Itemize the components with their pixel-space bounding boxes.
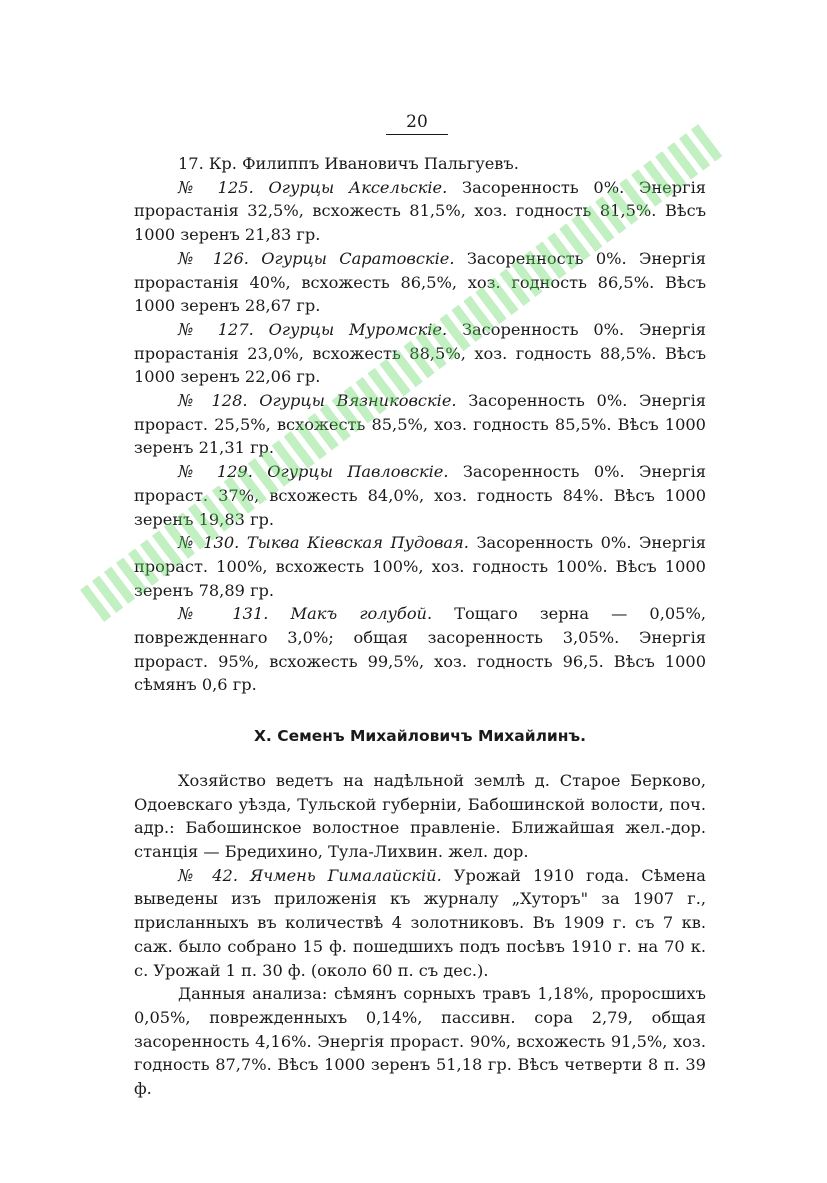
entry-number: № 128. — [178, 391, 248, 411]
entry-number: № 130. — [178, 533, 240, 553]
entry-42 — [134, 864, 706, 983]
entry-name: Огурцы Вязниковскіе. — [259, 391, 457, 411]
section-intro: Хозяйство ведетъ на надѣльной землѣ д. Старое Берково, Одоевскаго уѣзда, Тульской губерніи, Бабошинской волости, поч. адр.: Бабошинское волостное правленіе. Ближайшая жел.-дор. станція — Бредихино, Тула-Лихвин. жел. дор. — [134, 770, 706, 861]
entry-125 — [134, 176, 706, 247]
section-heading: X. Семенъ Михайловичъ Михайлинъ. — [253, 727, 587, 746]
entry-126 — [134, 247, 706, 318]
entry-number: № 131. — [178, 604, 269, 624]
entry-name: Макъ голубой. — [290, 604, 433, 624]
entry-text: Засоренность 0%. Энергія прорастанія 23,0%, всхожесть 88,5%, хоз. годность 88,5%. Вѣсъ 1000 зеренъ 22,06 гр. — [134, 319, 706, 387]
entry-127 — [134, 318, 706, 389]
entry-number: № 129. — [178, 462, 253, 482]
entry-name: Огурцы Саратовскіе. — [261, 248, 455, 268]
entry-name: Огурцы Муромскіе. — [268, 319, 448, 339]
entry-text: Засоренность 0%. Энергія прораст. 37%, всхожесть 84,0%, хоз. годность 84%. Вѣсъ 1000 зеренъ 19,83 гр. — [134, 462, 706, 529]
page-body — [134, 152, 706, 1101]
entry-text: Засоренность 0%. Энергія прорастанія 32,5%, всхожесть 81,5%, хоз. годность 81,5%. Вѣсъ 1000 зеренъ 21,83 гр. — [134, 177, 706, 245]
entry-name: Огурцы Павловскіе. — [267, 462, 449, 482]
entry-name: Ячмень Гималайскій. — [250, 865, 442, 885]
entry-name: Тыква Кіевская Пудовая. — [246, 533, 469, 553]
analysis-paragraph: Данныя анализа: сѣмянъ сорныхъ травъ 1,18%, проросшихъ 0,05%, поврежденныхъ 0,14%, пассивн. сора 2,79, общая засоренность 4,16%. Энергія прораст. 90%, всхожесть 91,5%, хоз. годность 87,7%. Вѣсъ 1000 зеренъ 51,18 гр. Вѣсъ четверти 8 п. 39 ф. — [134, 984, 706, 1099]
entry-131 — [134, 602, 706, 697]
entry-130 — [134, 531, 706, 602]
entry-number: № 126. — [178, 248, 249, 268]
entry-number: № 125. — [178, 177, 254, 197]
entry-text: Засоренность 0%. Энергія прораст. 25,5%, всхожесть 85,5%, хоз. годность 85,5%. Вѣсъ 1000 зеренъ 21,31 гр. — [134, 391, 706, 458]
entry-128 — [134, 389, 706, 460]
entry-text: Засоренность 0%. Энергія прораст. 100%, всхожесть 100%, хоз. годность 100%. Вѣсъ 1000 зеренъ 78,89 гр. — [134, 533, 706, 600]
entry-text: Засоренность 0%. Энергія прорастанія 40%, всхожесть 86,5%, хоз. годность 86,5%. Вѣсъ 1000 зеренъ 28,67 гр. — [134, 248, 706, 316]
page-number: 20 — [386, 112, 448, 135]
farmer-heading: 17. Кр. Филиппъ Ивановичъ Пальгуевъ. — [178, 154, 519, 173]
entry-number: № 42. — [178, 865, 238, 885]
entry-text: Тощаго зерна — 0,05%, поврежденнаго 3,0%; общая засоренность 3,05%. Энергія прораст. 95%, всхожесть 99,5%, хоз. годность 96,5. Вѣсъ 1000 сѣмянъ 0,6 гр. — [134, 604, 706, 695]
entry-129 — [134, 460, 706, 531]
entry-name: Огурцы Аксельскіе. — [268, 177, 448, 197]
entry-text: Урожай 1910 года. Сѣмена выведены изъ приложенія къ журналу „Хуторъ" за 1907 г., присланныхъ въ количествѣ 4 золотниковъ. Въ 1909 г. съ 7 кв. саж. было собрано 15 ф. пошедшихъ подъ посѣвъ 1910 г. на 70 к. с. Урожай 1 п. 30 ф. (около 60 п. съ дес.). — [134, 865, 706, 980]
entry-number: № 127. — [178, 319, 254, 339]
